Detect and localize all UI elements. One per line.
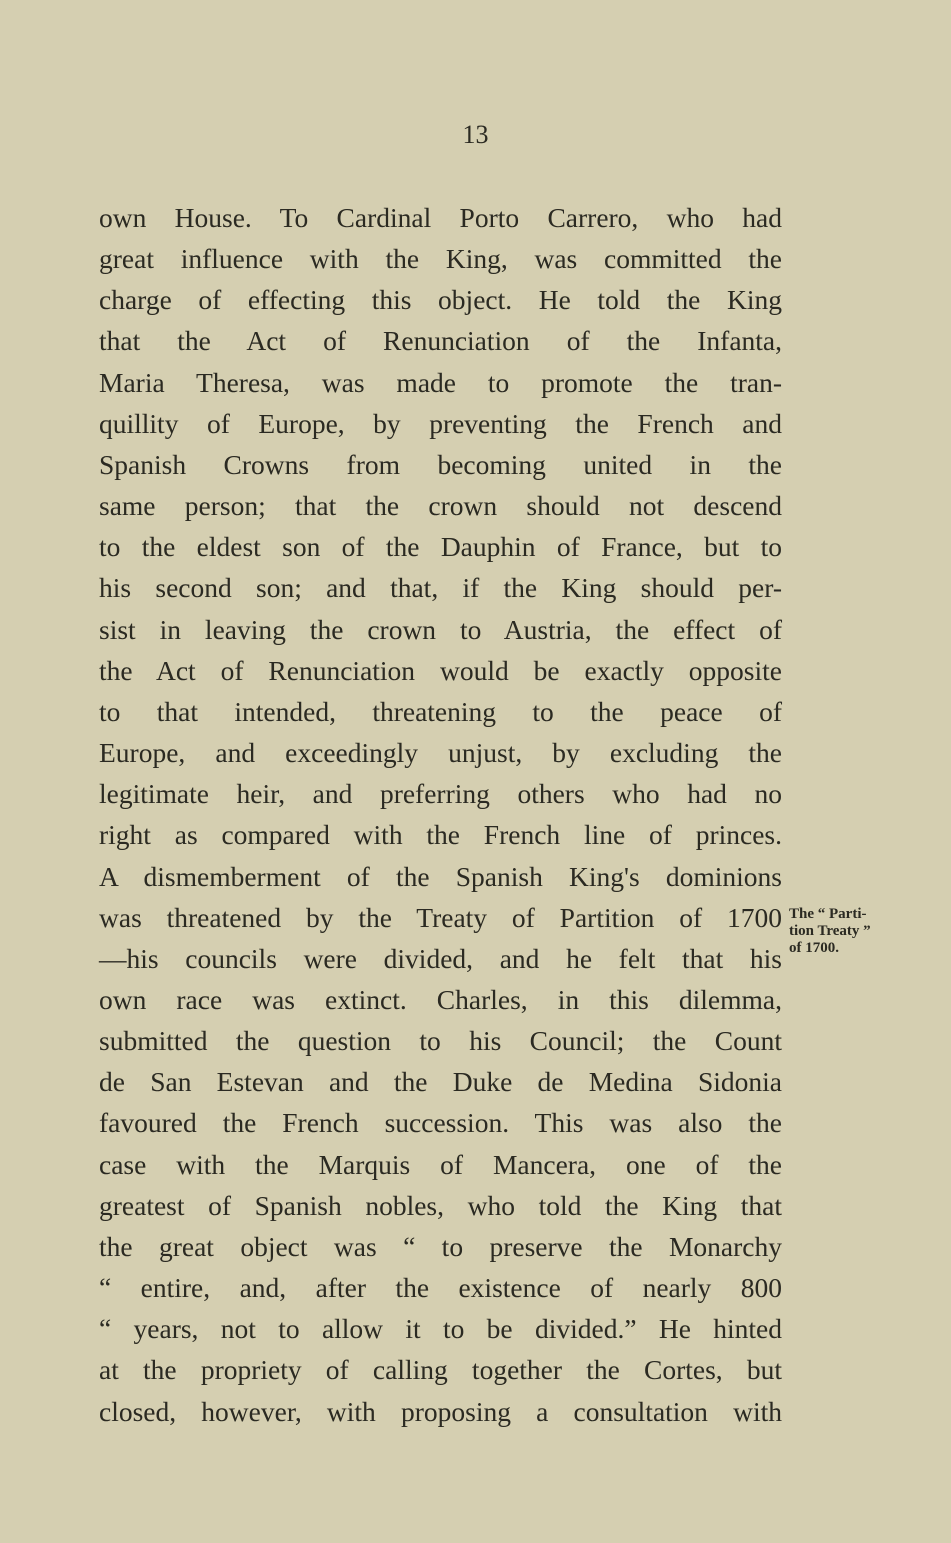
margin-note-line: The “ Parti- (789, 906, 867, 922)
text-line: the Act of Renunciation would be exactly opposite (99, 654, 782, 686)
text-line: favoured the French succession. This was also the (99, 1107, 782, 1139)
text-line: at the propriety of calling together the Cortes, but (99, 1354, 782, 1386)
text-line: the great object was “ to preserve the Monarchy (99, 1230, 782, 1262)
text-line: legitimate heir, and preferring others who had no (99, 778, 782, 810)
text-line: “ years, not to allow it to be divided.” He hinted (99, 1313, 782, 1345)
text-line: submitted the question to his Council; the Count (99, 1025, 782, 1057)
text-line: case with the Marquis of Mancera, one of the (99, 1148, 782, 1180)
text-line: to that intended, threatening to the peace of (99, 695, 782, 727)
text-line: —his councils were divided, and he felt that his (99, 942, 782, 974)
text-line: to the eldest son of the Dauphin of France, but to (99, 531, 782, 563)
page-number: 13 (462, 120, 489, 149)
text-line: quillity of Europe, by preventing the French and (99, 407, 782, 439)
text-line: his second son; and that, if the King should per- (99, 572, 782, 604)
text-line: charge of effecting this object. He told the King (99, 284, 782, 316)
text-line: sist in leaving the crown to Austria, the effect of (99, 613, 782, 645)
text-line: Spanish Crowns from becoming united in the (99, 448, 782, 480)
text-line: greatest of Spanish nobles, who told the King that (99, 1189, 782, 1221)
text-line: Europe, and exceedingly unjust, by excluding the (99, 737, 782, 769)
text-line: great influence with the King, was committed the (99, 243, 782, 275)
text-line: that the Act of Renunciation of the Infanta, (99, 325, 782, 357)
body-text (99, 197, 782, 1432)
text-line: A dismemberment of the Spanish King's dominions (99, 860, 782, 892)
text-line: closed, however, with proposing a consultation with (99, 1395, 782, 1427)
margin-note-line: of 1700. (789, 940, 839, 956)
text-line: Maria Theresa, was made to promote the tran- (99, 366, 782, 398)
text-line: “ entire, and, after the existence of nearly 800 (99, 1272, 782, 1304)
margin-note (789, 906, 914, 957)
text-line: de San Estevan and the Duke de Medina Sidonia (99, 1066, 782, 1098)
text-line: right as compared with the French line of princes. (99, 819, 782, 851)
text-line: own House. To Cardinal Porto Carrero, who had (99, 202, 782, 233)
text-line: own race was extinct. Charles, in this dilemma, (99, 983, 782, 1015)
margin-note-line: tion Treaty ” (789, 923, 871, 939)
text-line: was threatened by the Treaty of Partition of 1700 (99, 901, 782, 933)
text-line: same person; that the crown should not descend (99, 490, 782, 522)
